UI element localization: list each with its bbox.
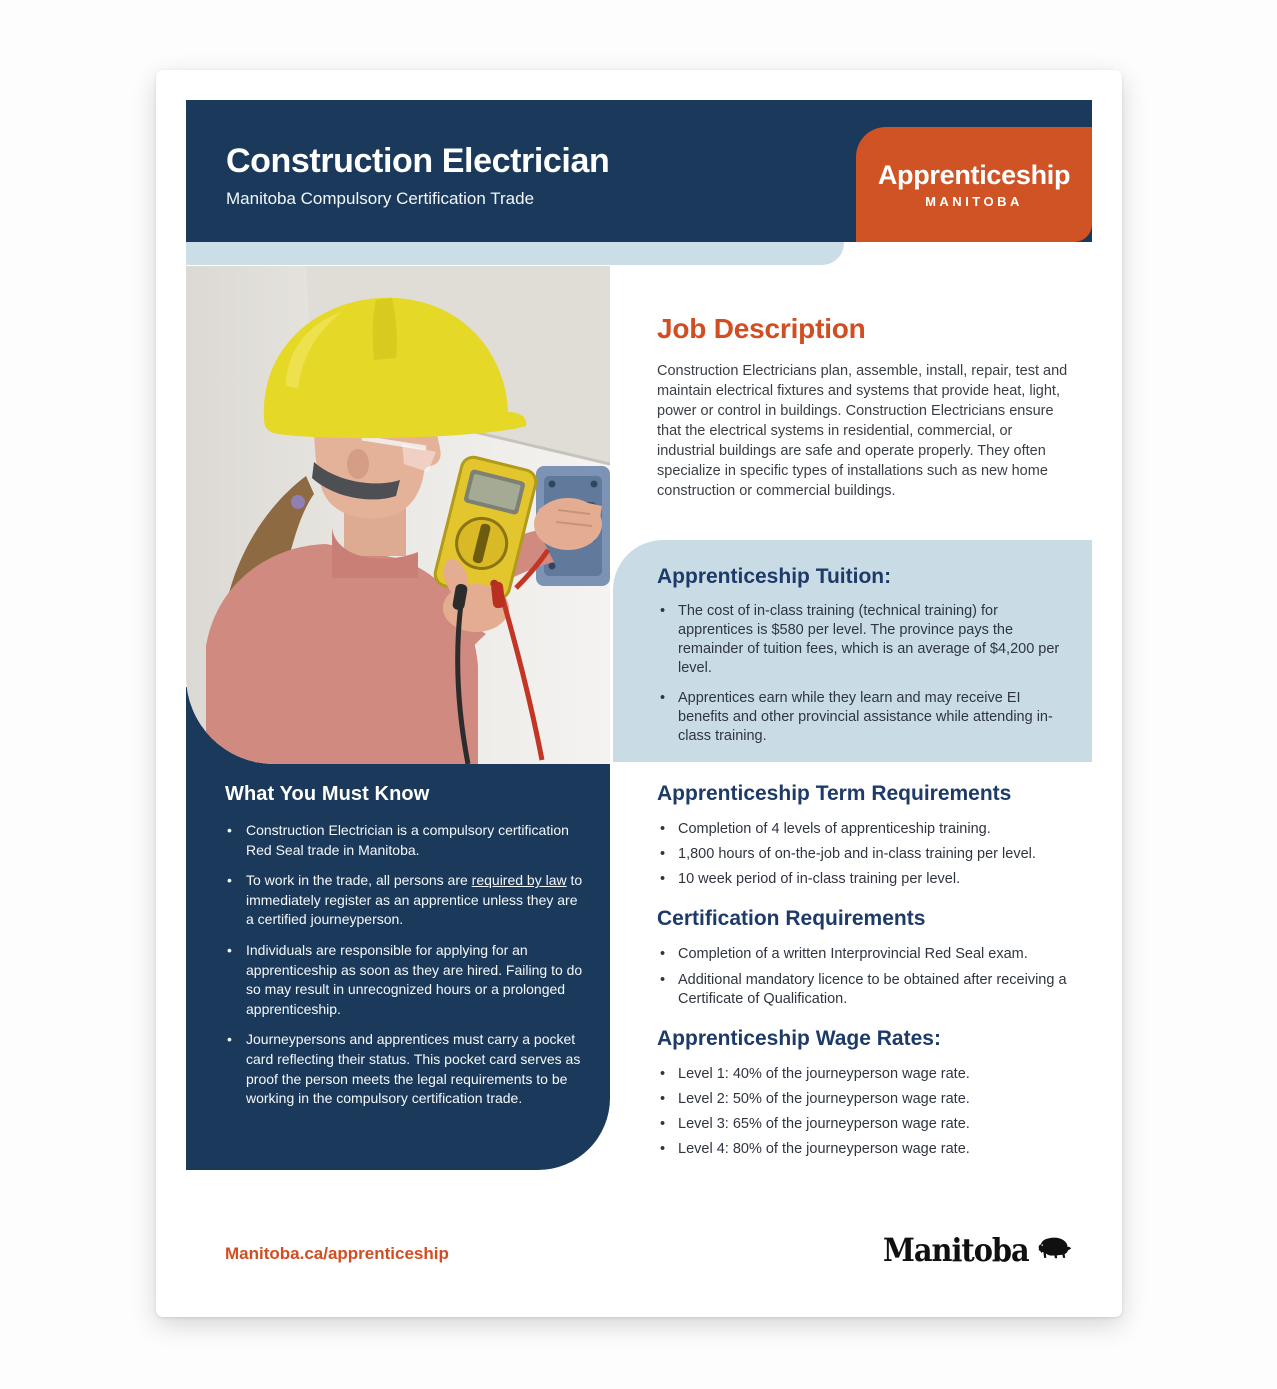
must-know-bullet-3: • Individuals are responsible for applying for an apprenticeship as soon as they are hired. Failing to do so may result in unrecognized hours or a prolonged apprenticeship.	[246, 941, 584, 1019]
right-hand	[534, 498, 602, 550]
tuition-bullet-2: • Apprentices earn while they learn and may receive EI benefits and other provincial assistance while attending in-class training.	[678, 689, 1064, 746]
must-know-bullet-1: • Construction Electrician is a compulsory certification Red Seal trade in Manitoba.	[246, 821, 584, 860]
wage-bullet-level2: • Level 2: 50% of the journeyperson wage rate.	[678, 1090, 1093, 1109]
wage-bullet-level3: • Level 3: 65% of the journeyperson wage rate.	[678, 1115, 1093, 1134]
term-bullet-3: • 10 week period of in-class training per level.	[678, 870, 1093, 889]
required-by-law-link[interactable]: required by law	[471, 872, 567, 889]
must-know-bullet-2	[246, 871, 584, 930]
bullet-text-post: to immediately register as an apprentice unless they are a certified journeyperson.	[246, 872, 583, 928]
wage-rates-heading: Apprenticeship Wage Rates:	[657, 1026, 941, 1050]
manitoba-logo	[883, 1221, 1073, 1279]
term-bullet-1: • Completion of 4 levels of apprenticeship training.	[678, 820, 1093, 839]
certification-requirements-heading: Certification Requirements	[657, 907, 926, 931]
header-text	[226, 144, 609, 209]
logo-subtext: MANITOBA	[925, 194, 1023, 209]
tuition-heading: Apprenticeship Tuition:	[657, 565, 892, 588]
certification-bullet-2: • Additional mandatory licence to be obtained after receiving a Certificate of Qualification.	[678, 971, 1093, 1009]
page-title: Construction Electrician	[226, 142, 610, 180]
logo-wordmark: Apprenticeship	[877, 160, 1071, 190]
manitoba-wordmark: Manitoba	[883, 1231, 1029, 1269]
job-description-heading: Job Description	[657, 313, 866, 344]
must-know-heading: What You Must Know	[225, 783, 430, 805]
term-bullet-2: • 1,800 hours of on-the-job and in-class training per level.	[678, 845, 1093, 864]
factsheet-page	[156, 70, 1122, 1317]
electrician-photo	[186, 266, 610, 764]
tuition-panel	[613, 540, 1092, 762]
certification-bullet-1: • Completion of a written Interprovincial Red Seal exam.	[678, 945, 1093, 964]
tuition-bullet-1: • The cost of in-class training (technical training) for apprentices is $580 per level. The province pays the remainder of tuition fees, which is an average of $4,200 per level.	[678, 602, 1064, 679]
job-description-section	[657, 313, 1071, 501]
bullet-text-pre: To work in the trade, all persons are	[246, 872, 472, 889]
apprenticeship-manitoba-logo	[856, 127, 1092, 242]
tuition-list	[657, 602, 1064, 746]
must-know-list	[225, 821, 584, 1109]
term-requirements-heading: Apprenticeship Term Requirements	[657, 782, 1012, 805]
ear	[347, 449, 369, 479]
accent-band	[186, 242, 844, 265]
electrician-photo-illustration	[186, 266, 610, 764]
requirements-sections	[657, 782, 1093, 1165]
wage-bullet-level1: • Level 1: 40% of the journeyperson wage rate.	[678, 1065, 1093, 1084]
bison-icon	[1036, 1226, 1073, 1268]
wage-bullet-level4: • Level 4: 80% of the journeyperson wage rate.	[678, 1140, 1093, 1159]
job-description-body: Construction Electricians plan, assemble, install, repair, test and maintain electrical fixtures and systems that provide heat, light, power or control in buildings. Construction Electricians ensure that the electrical systems in residential, commercial, or industrial buildings are safe and operate properly. They often specialize in specific types of installations such as new home construction or commercial buildings.	[657, 363, 1068, 499]
hair-tie	[291, 495, 305, 509]
apprenticeship-url-link[interactable]: Manitoba.ca/apprenticeship	[225, 1244, 449, 1263]
term-requirements-list	[657, 820, 1093, 889]
certification-list	[657, 945, 1093, 1008]
wage-rates-list	[657, 1065, 1093, 1160]
must-know-bullet-4: • Journeypersons and apprentices must carry a pocket card reflecting their status. This pocket card serves as proof the person meets the legal requirements to be working in the compulsory certification trade.	[246, 1030, 584, 1108]
page-subtitle: Manitoba Compulsory Certification Trade	[226, 188, 535, 208]
